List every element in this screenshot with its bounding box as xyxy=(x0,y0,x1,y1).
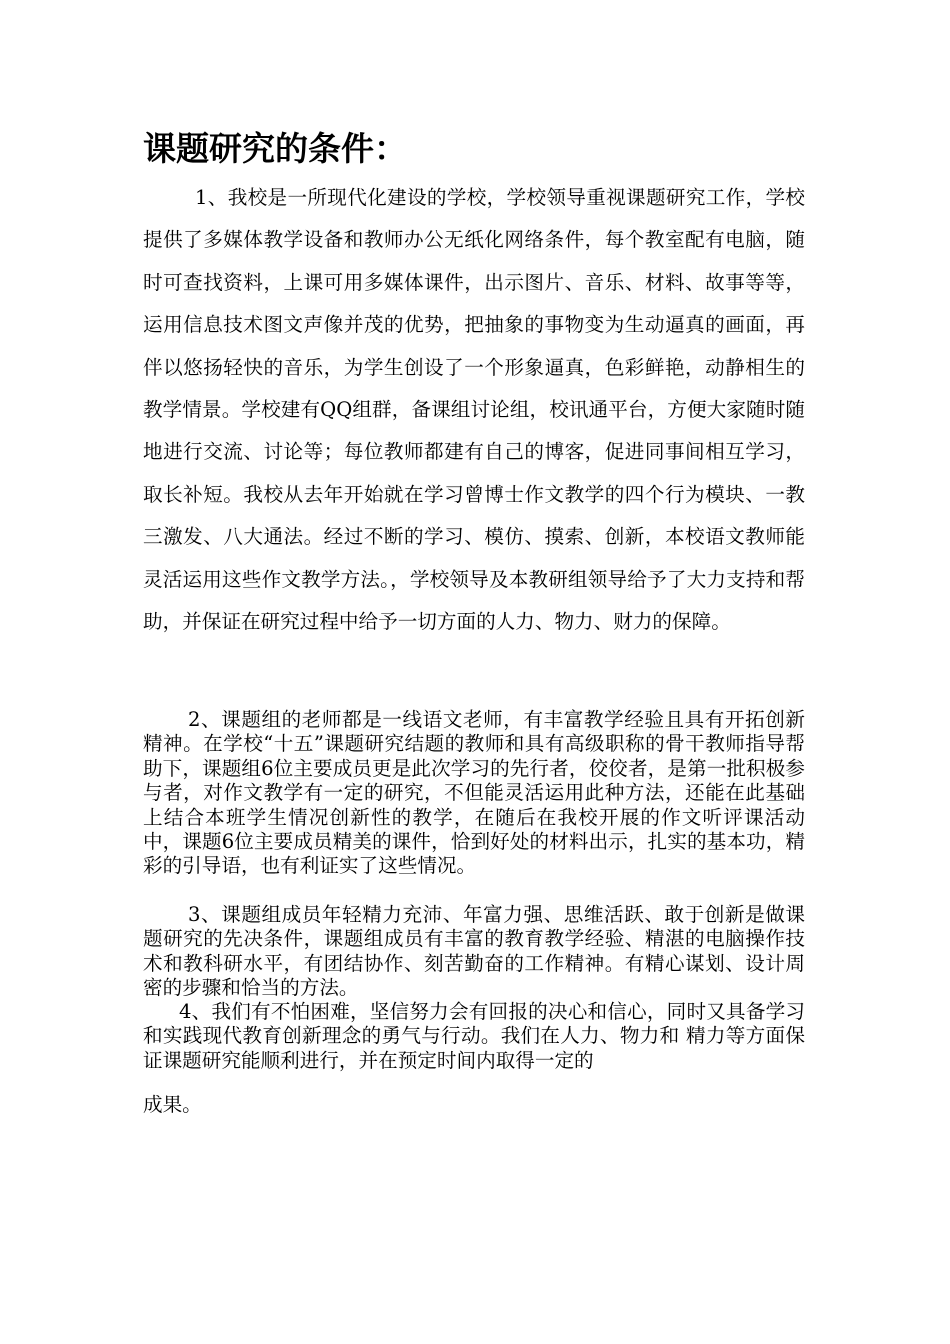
paragraph-1: 1、我校是一所现代化建设的学校，学校领导重视课题研究工作，学校提供了多媒体教学设备和教师办公无纸化网络条件，每个教室配有电脑，随时可查找资料，上课可用多媒体课件，出示图片、音乐、材料、故事等等，运用信息技术图文声像并茂的优势，把抽象的事物变为生动逼真的画面，再伴以悠扬轻快的音乐，为学生创设了一个形象逼真，色彩鲜艳，动静相生的教学情景。学校建有QQ组群，备课组讨论组，校讯通平台，方便大家随时随地进行交流、讨论等；每位教师都建有自己的博客，促进同事间相互学习，取长补短。我校从去年开始就在学习曾博士作文教学的四个行为模块、一教三激发、八大通法。经过不断的学习、模仿、摸索、创新，本校语文教师能灵活运用这些作文教学方法。，学校领导及本教研组领导给予了大力支持和帮助，并保证在研究过程中给予一切方面的人力、物力、财力的保障。 xyxy=(143,186,805,634)
paragraph-3: 3、课题组成员年轻精力充沛、年富力强、思维活跃、敢于创新是做课题研究的先决条件，课题组成员有丰富的教育教学经验、精湛的电脑操作技术和教科研水平，有团结协作、刻苦勤奋的工作精神。有精心谋划、设计周密的步骤和恰当的方法。 xyxy=(143,903,805,1000)
closing-line: 成果。 xyxy=(143,1093,202,1116)
document-title: 课题研究的条件： xyxy=(143,129,407,168)
paragraph-4: 4、我们有不怕困难，坚信努力会有回报的决心和信心，同时又具备学习和实践现代教育创新理念的勇气与行动。我们在人力、物力和 精力等方面保证课题研究能顺利进行，并在预定时间内取得一定的 xyxy=(143,1000,805,1072)
paragraph-2: 2、课题组的老师都是一线语文老师，有丰富教学经验且具有开拓创新精神。在学校“十五”课题研究结题的教师和具有高级职称的骨干教师指导帮助下，课题组6位主要成员更是此次学习的先行者，佼佼者，是第一批积极参与者，对作文教学有一定的研究，不但能灵活运用此种方法，还能在此基础上结合本班学生情况创新性的教学，在随后在我校开展的作文听评课活动中，课题6位主要成员精美的课件，恰到好处的材料出示，扎实的基本功，精彩的引导语，也有利证实了这些情况。 xyxy=(143,708,805,878)
